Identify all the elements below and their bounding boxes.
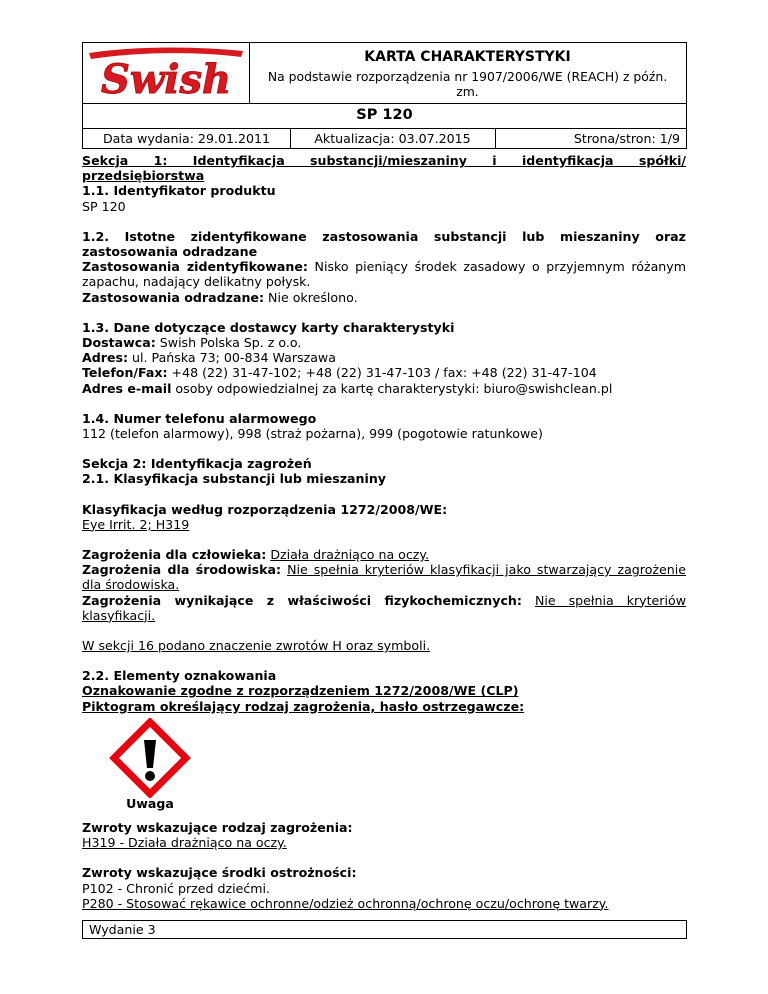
phone-text: +48 (22) 31-47-102; +48 (22) 31-47-103 / fax: +48 (22) 31-47-104 (167, 365, 597, 381)
section-1-heading: Sekcja 1: Identyfikacja substancji/mieszaniny i identyfikacja spółki/ przedsiębiorstwa (82, 153, 686, 184)
regulation-subtitle: Na podstawie rozporządzenia nr 1907/2006/WE (REACH) z późn. zm. (267, 69, 668, 99)
human-hazards-label: Zagrożenia dla człowieka: (82, 547, 267, 563)
supplier-line (82, 335, 686, 350)
identified-uses (82, 259, 686, 289)
identified-uses-label: Zastosowania zidentyfikowane: (82, 259, 308, 275)
issue-date: Data wydania: 29.01.2011 (83, 129, 291, 148)
environment-hazards-label: Zagrożenia dla środowiska: (82, 562, 282, 578)
emergency-numbers: 112 (telefon alarmowy), 998 (straż pożarna), 999 (pogotowie ratunkowe) (82, 426, 543, 442)
uses-advised-against-text: Nie określono. (264, 289, 358, 305)
address-text: ul. Pańska 73; 00-834 Warszawa (128, 350, 336, 366)
update-date: Aktualizacja: 03.07.2015 (290, 129, 496, 148)
uses-advised-against-label: Zastosowania odradzane: (82, 289, 265, 305)
classification-value: Eye Irrit. 2; H319 (82, 516, 190, 532)
physchem-hazards (82, 593, 686, 623)
email-text: osoby odpowiedzialnej za kartę charakterystyki: biuro@swishclean.pl (171, 380, 613, 396)
address-line (82, 350, 686, 365)
classification-heading: Klasyfikacja według rozporządzenia 1272/2008/WE: (82, 501, 448, 517)
subsection-2-2-heading: 2.2. Elementy oznakowania (82, 668, 277, 684)
swish-logo-graphic (83, 43, 249, 103)
precautionary-statement-p280: P280 - Stosować rękawice ochronne/odzież ochronną/ochronę oczu/ochronę twarzy. (82, 895, 609, 911)
supplier-label: Dostawca: (82, 335, 156, 351)
environment-hazards-text: Nie spełnia kryteriów klasyfikacji jako stwarzający zagrożenie dla środowiska. (82, 562, 686, 593)
footer-edition: Wydanie 3 (82, 920, 687, 939)
signal-word: Uwaga (126, 795, 174, 811)
phone-label: Telefon/Fax: (82, 365, 168, 381)
subsection-1-4-heading: 1.4. Numer telefonu alarmowego (82, 410, 317, 426)
identified-uses-text: Nisko pieniący środek zasadowy o przyjemnym różanym zapachu, nadający delikatny połysk. (82, 259, 686, 290)
page-counter: Strona/stron: 1/9 (573, 131, 680, 146)
document-body (82, 153, 686, 911)
subsection-1-3-heading: 1.3. Dane dotyczące dostawcy karty charakterystyki (82, 319, 455, 335)
precautionary-statement-p102: P102 - Chronić przed dziećmi. (82, 880, 271, 896)
physchem-hazards-text: Nie spełnia kryteriów klasyfikacji. (82, 592, 686, 623)
hazard-statement-h319: H319 - Działa drażniąco na oczy. (82, 835, 287, 851)
subsection-1-1-heading: 1.1. Identyfikator produktu (82, 183, 276, 199)
human-hazards-text: Działa drażniąco na oczy. (270, 547, 430, 563)
hazard-statements-heading: Zwroty wskazujące rodzaj zagrożenia: (82, 819, 353, 835)
human-hazards (82, 547, 686, 562)
email-line (82, 381, 686, 396)
email-label: Adres e-mail (82, 380, 172, 396)
precautionary-statements-heading: Zwroty wskazujące środki ostrożności: (82, 865, 357, 881)
svg-text:Swish: Swish (100, 56, 232, 103)
ghs07-pictogram (100, 718, 200, 814)
section-2-heading: Sekcja 2: Identyfikacja zagrożeń (82, 456, 312, 472)
document-title: KARTA CHARAKTERYSTYKI (364, 49, 571, 65)
environment-hazards (82, 562, 686, 592)
supplier-text: Swish Polska Sp. z o.o. (155, 335, 302, 351)
phone-line (82, 365, 686, 380)
pictogram-heading: Piktogram określający rodzaj zagrożenia, hasło ostrzegawcze: (82, 698, 525, 714)
exclamation-mark-icon (100, 718, 200, 798)
clp-labelling-heading: Oznakowanie zgodne z rozporządzeniem 1272/2008/WE (CLP) (82, 683, 519, 699)
physchem-hazards-label: Zagrożenia wynikające z właściwości fizykochemicznych: (82, 592, 522, 608)
subsection-2-1-heading: 2.1. Klasyfikacja substancji lub mieszaniny (82, 471, 387, 487)
swish-logo (83, 43, 250, 103)
document-header (82, 42, 687, 104)
address-label: Adres: (82, 350, 129, 366)
section-16-note: W sekcji 16 podano znaczenie zwrotów H oraz symboli. (82, 638, 431, 654)
product-name: SP 120 (82, 103, 687, 129)
document-meta-row (82, 128, 687, 149)
product-identifier: SP 120 (82, 198, 126, 214)
subsection-1-2-heading: 1.2. Istotne zidentyfikowane zastosowania substancji lub mieszaniny oraz zastosowania odradzane (82, 228, 686, 260)
uses-advised-against (82, 290, 686, 305)
